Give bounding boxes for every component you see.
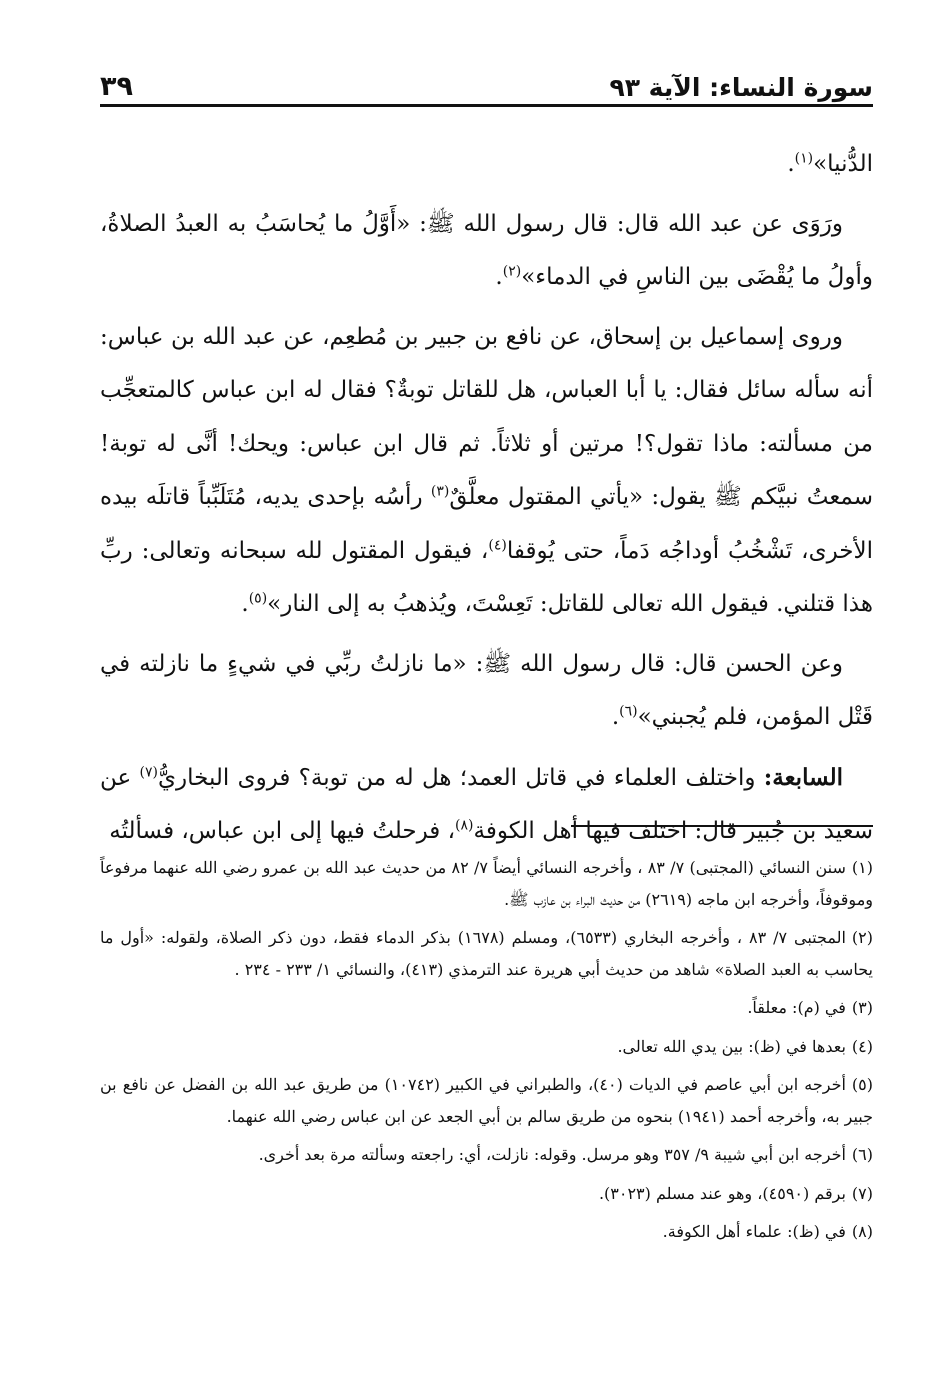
body-paragraph <box>100 198 873 305</box>
body-paragraph <box>100 138 873 192</box>
footnote-number: (٨) <box>851 1222 873 1241</box>
footnote-number: (٣) <box>851 998 873 1017</box>
footnote-reference: (٢) <box>502 263 522 280</box>
running-header <box>100 60 873 102</box>
section-label: السابعة: <box>763 763 843 791</box>
footnote <box>100 1031 873 1063</box>
footnote <box>100 1139 873 1171</box>
footnote-number: (٢) <box>851 928 873 947</box>
footnote <box>100 1069 873 1132</box>
footnotes <box>100 852 873 1255</box>
text-run: الدُّنيا» <box>813 151 873 177</box>
text-run: عن سعيد بن جُبير قال: اختلف فيها أهل الكوفة <box>100 764 873 844</box>
text-run: وروى إسماعيل بن إسحاق، عن نافع بن جبير بن مُطعِم، عن عبد الله بن عباس: أنه سأله سائل فقال: يا أبا العباس، هل للقاتل توبةٌ؟ فقال له ابن عباس كالمتعجِّب من مسألته: ماذا تقول؟! مرتين أو ثلاثاً. ثم قال ابن عباس: ويحك! أنَّى له توبة! سمعتُ نبيَّكم ﷺ يقول: «يأتي المقتول معلَّقٌ <box>100 323 873 510</box>
text-run: رأسُه بإحدى يديه، مُتَلَبِّباً قاتلَه بيده الأخرى، تَشْخُبُ أوداجُه دَماً، حتى يُوقفا <box>100 484 873 564</box>
footnote <box>100 922 873 985</box>
body-paragraph <box>100 751 873 859</box>
footnote-text: برقم (٤٥٩٠)، وهو عند مسلم (٣٠٢٣). <box>598 1183 846 1203</box>
text-run: . <box>495 264 503 290</box>
text-run: واختلف العلماء في قاتل العمد؛ هل له من توبة؟ فروى البخاريُّ <box>158 764 764 791</box>
footnote-text: في (م): معلقاً. <box>747 998 846 1017</box>
footnote <box>100 852 873 915</box>
header-title: سورة النساء: الآية ٩٣ <box>609 73 873 102</box>
footnote-reference: (٤) <box>488 536 507 553</box>
text-run: . <box>611 704 620 730</box>
footnote-text: بعدها في (ظ): بين يدي الله تعالى. <box>617 1036 846 1056</box>
footnote-text: سنن النسائي (المجتبى) ٧/ ٨٣ ، وأخرجه النسائي أيضاً ٧/ ٨٢ من حديث عبد الله بن عمرو رضي الله عنهما مرفوعاً وموقوفاً، وأخرجه ابن ماجه (٢٦١٩) من حديث البراء بن عازب ﷺ. <box>100 858 873 909</box>
footnote-reference: (٥) <box>248 590 268 607</box>
footnote-reference: (١) <box>794 150 814 167</box>
footnote-separator <box>571 825 873 827</box>
footnote-number: (٧) <box>851 1183 873 1203</box>
text-run: وعن الحسن قال: قال رسول الله ﷺ: «ما نازلتُ ربِّي في شيءٍ ما نازلته في قَتْل المؤمن، فلم يُجبني» <box>100 650 873 730</box>
text-run: ورَوَى عن عبد الله قال: قال رسول الله ﷺ: «أَوَّلُ ما يُحاسَبُ به العبدُ الصلاةُ، وأولُ ما يُقْضَى بين الناسِ في الدماء» <box>100 210 873 290</box>
footnote-reference: (٨) <box>455 817 474 834</box>
text-run: ، فيقول المقتول لله سبحانه وتعالى: ربِّ هذا قتلني. فيقول الله تعالى للقاتل: تَعِسْتَ، ويُذهبُ به إلى النار» <box>100 537 873 617</box>
footnote-text: أخرجه ابن أبي شيبة ٩/ ٣٥٧ وهو مرسل. وقوله: نازلت، أي: راجعته وسألته مرة بعد أخرى. <box>258 1145 846 1164</box>
header-rule <box>100 104 873 107</box>
text-run: . <box>787 151 795 177</box>
body-paragraph <box>100 638 873 745</box>
footnote-number: (٦) <box>851 1145 873 1164</box>
footnote-number: (٤) <box>851 1036 873 1056</box>
footnote-text: في (ظ): علماء أهل الكوفة. <box>662 1222 846 1241</box>
footnote <box>100 1216 873 1248</box>
body-paragraph <box>100 311 873 632</box>
main-text <box>100 138 873 865</box>
footnote-reference: (٣) <box>430 483 450 500</box>
footnote-text: أخرجه ابن أبي عاصم في الديات (٤٠)، والطبراني في الكبير (١٠٧٤٢) من طريق عبد الله بن الفضل عن نافع بن جبير به، وأخرجه أحمد (١٩٤١) بنحوه من طريق سالم بن أبي الجعد عن ابن عباس رضي الله عنهما. <box>100 1075 873 1126</box>
footnote-number: (٥) <box>851 1075 874 1094</box>
footnote <box>100 1178 873 1210</box>
page-number: ٣٩ <box>100 71 133 102</box>
text-run: . <box>241 591 249 617</box>
footnote-number: (١) <box>851 858 874 877</box>
footnote <box>100 992 873 1024</box>
text-run: ، فرحلتُ فيها إلى ابن عباس، فسألتُه <box>109 818 456 844</box>
footnote-text: المجتبى ٧/ ٨٣ ، وأخرجه البخاري (٦٥٣٣)، ومسلم (١٦٧٨) بذكر الدماء فقط، دون ذكر الصلاة، ولقوله: «أول ما يحاسب به العبد الصلاة» شاهد من حديث أبي هريرة عند الترمذي (٤١٣)، والنسائي ١/ ٢٣٣ - ٢٣٤ . <box>100 928 873 979</box>
footnote-reference: (٦) <box>619 703 638 720</box>
footnote-reference: (٧) <box>139 763 158 780</box>
